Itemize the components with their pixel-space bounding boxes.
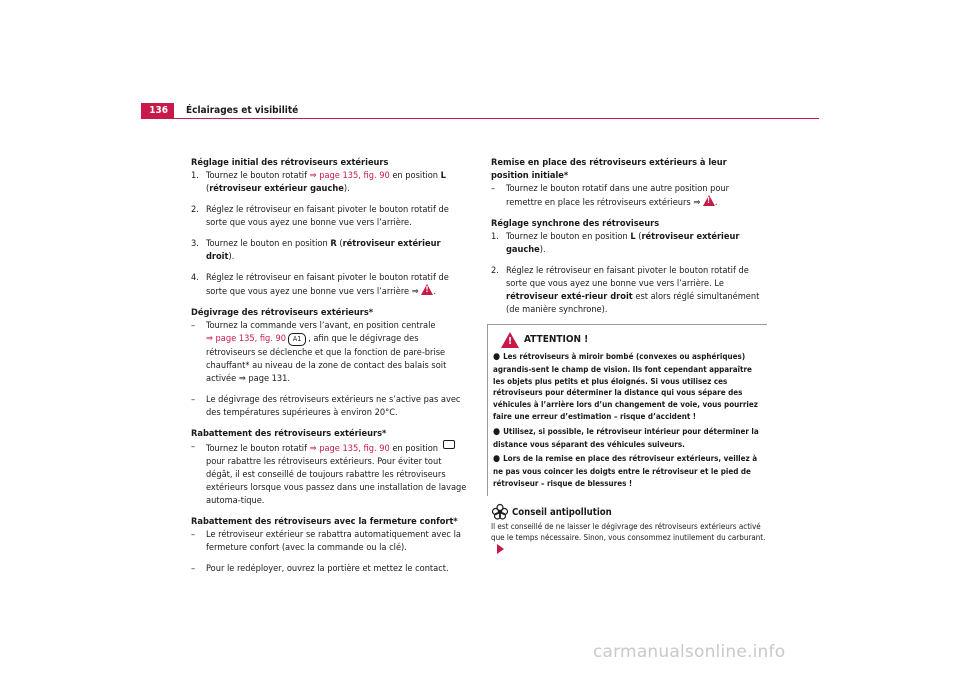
step-text: en position <box>389 443 441 454</box>
step-text: Tournez le bouton en position <box>506 231 631 242</box>
step-number: 1. <box>191 170 199 181</box>
attention-box <box>487 324 767 496</box>
comfort-step-2 <box>191 562 469 575</box>
page-link[interactable]: ⇒ page 135, fig. 90 <box>309 443 390 454</box>
step-text: Tournez le bouton en position <box>206 238 331 249</box>
attention-header <box>493 331 762 351</box>
section-heading-synchronous: Réglage synchrone des rétroviseurs <box>491 218 660 229</box>
step-text: , afin que le dégivrage des rétroviseurs se déclenche et que la fonction de pare-brise chauffant* au niveau de la zone de contact des balais soit activée ⇒ page 131. <box>206 333 447 384</box>
mirror-name: rétroviseur exté-rieur droit <box>506 291 633 302</box>
sync-step-2 <box>491 264 767 316</box>
step-text: en position <box>389 170 441 181</box>
step-text: Tournez le bouton rotatif dans une autre position pour remettre en place les rétroviseurs extérieurs ⇒ <box>506 183 730 208</box>
flower-icon <box>491 503 509 526</box>
step-text: . <box>433 286 436 297</box>
step-text: Tournez le bouton rotatif <box>206 443 310 454</box>
warning-icon[interactable] <box>421 284 433 295</box>
warning-triangle-icon <box>501 332 519 348</box>
defrost-step <box>191 319 469 385</box>
step-text: Réglez le rétroviseur en faisant pivoter le bouton rotatif de sorte que vous ayez une bonne vue vers l’arrière. Le <box>506 265 749 289</box>
step-text: ( <box>635 231 642 242</box>
step-text: pour rabattre les rétroviseurs extérieurs. Pour éviter tout dégât, il est conseillé de toujours rabattre les rétroviseurs extérieurs lorsque vous passez dans une installation de lavage automa-tique. <box>206 456 467 506</box>
bullet-icon: ● <box>493 426 501 437</box>
bullet-text: Lors de la remise en place des rétroviseur extérieurs, veillez à ne pas vous coincer les doigts entre le rétroviseur et le pied de rétroviseur – risque de blessures ! <box>493 454 758 488</box>
step-text: Pour le redéployer, ouvrez la portière et mettez le contact. <box>206 563 449 574</box>
step-text: Tournez le bouton rotatif <box>206 170 310 181</box>
step-text: ). <box>228 251 235 262</box>
continue-arrow-icon[interactable] <box>497 544 504 554</box>
fold-step <box>191 440 469 507</box>
page-number: 136 <box>141 103 174 119</box>
position-label: R <box>330 238 337 249</box>
bullet-text: Utilisez, si possible, le rétroviseur intérieur pour déterminer la distance vous séparant des véhicules suiveurs. <box>493 426 759 449</box>
environment-title: Conseil antipollution <box>512 506 612 518</box>
step-text: Tournez la commande vers l’avant, en position centrale <box>206 320 436 331</box>
step-text: est alors réglé simultanément (de manière synchrone). <box>506 291 760 315</box>
step-text: ). <box>539 244 546 255</box>
folded-mirror-icon <box>443 440 455 449</box>
step-text: Réglez le rétroviseur en faisant pivoter le bouton rotatif de sorte que vous ayez une bonne vue vers l’arrière. <box>206 204 449 228</box>
left-column <box>191 156 469 575</box>
reset-step <box>491 182 767 209</box>
attention-bullet <box>493 426 762 451</box>
bullet-icon: ● <box>493 454 501 465</box>
step-number: 2. <box>491 265 499 276</box>
callout-a1-icon: A1 <box>288 333 306 346</box>
step-text: ). <box>343 183 350 194</box>
section-heading-reset: Remise en place des rétroviseurs extérieurs à leur position initiale* <box>491 157 727 181</box>
step-3 <box>191 237 469 263</box>
position-name: rétroviseur extérieur gauche <box>506 231 740 255</box>
attention-title: ATTENTION ! <box>524 334 589 345</box>
right-column <box>491 156 767 556</box>
defrost-note <box>191 393 469 419</box>
sync-step-1 <box>491 230 767 256</box>
page-link[interactable]: ⇒ page 135, fig. 90 <box>309 170 390 181</box>
page-link[interactable]: ⇒ page 135, fig. 90 <box>206 333 287 344</box>
step-number: 3. <box>191 238 199 249</box>
watermark: carmanualsonline.info <box>593 642 786 662</box>
section-heading-fold: Rabattement des rétroviseurs extérieurs* <box>191 428 387 439</box>
dash-marker: – <box>191 320 196 331</box>
step-number: 1. <box>491 231 499 242</box>
attention-bullet <box>493 351 762 423</box>
chapter-title: Éclairages et visibilité <box>186 105 299 116</box>
dash-marker: – <box>491 183 496 194</box>
warning-icon[interactable] <box>703 195 715 206</box>
environment-note <box>491 506 767 557</box>
step-text: . <box>714 197 718 208</box>
step-4 <box>191 271 469 298</box>
step-1 <box>191 169 469 195</box>
section-heading-defrost: Dégivrage des rétroviseurs extérieurs* <box>191 307 374 318</box>
comfort-step-1 <box>191 528 469 554</box>
environment-header <box>491 506 767 520</box>
section-heading-fold-comfort: Rabattement des rétroviseurs avec la fermeture confort* <box>191 516 458 527</box>
position-label: L <box>630 231 636 242</box>
step-text: Le rétroviseur extérieur se rabattra automatiquement avec la fermeture confort (avec la commande ou la clé). <box>206 529 461 553</box>
position-label: L <box>440 170 446 181</box>
step-number: 2. <box>191 204 199 215</box>
dash-marker: – <box>191 394 196 405</box>
environment-body: Il est conseillé de ne laisser le dégivrage des rétroviseurs extérieurs activé que le temps nécessaire. Sinon, vous consommez inutilement du carburant. <box>491 521 766 543</box>
section-heading-initial-adjustment: Réglage initial des rétroviseurs extérieurs <box>191 157 389 168</box>
bullet-icon: ● <box>493 352 501 362</box>
environment-text <box>491 521 767 557</box>
step-text: Le dégivrage des rétroviseurs extérieurs ne s’active pas avec des températures supérieures à environ 20°C. <box>206 394 461 418</box>
step-number: 4. <box>191 272 199 283</box>
dash-marker: – <box>191 563 196 574</box>
dash-marker: – <box>191 441 196 452</box>
position-name: rétroviseur extérieur gauche <box>209 183 344 194</box>
bullet-text: Les rétroviseurs à miroir bombé (convexes ou asphériques) agrandis-sent le champ de vision. Ils font cependant apparaître les objets plus petits et plus éloignés. Si vous utilisez ces rétroviseurs pour déterminer la distance qui vous sépare des véhicules à l’arrière lors d’un changement de voie, vous pourriez faire une erreur d’estimation – risque d’accident ! <box>493 352 758 421</box>
step-text: ( <box>336 238 343 249</box>
attention-bullet <box>493 453 762 489</box>
step-text: ( <box>206 183 210 194</box>
step-2 <box>191 203 469 229</box>
step-text: Réglez le rétroviseur en faisant pivoter le bouton rotatif de sorte que vous ayez une bonne vue vers l’arrière ⇒ <box>206 272 449 297</box>
dash-marker: – <box>191 529 196 540</box>
header-rule <box>174 118 819 119</box>
position-name: rétroviseur extérieur droit <box>206 238 441 262</box>
